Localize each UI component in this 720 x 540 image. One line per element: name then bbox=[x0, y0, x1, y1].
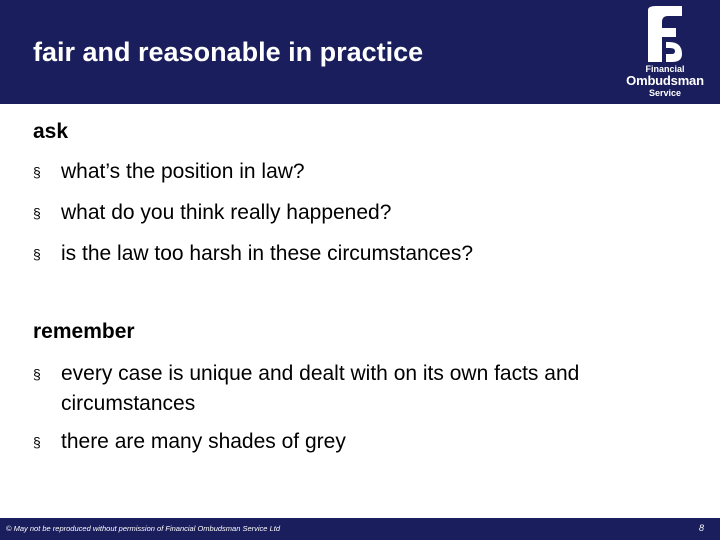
page-number: 8 bbox=[698, 523, 704, 533]
bullet-item bbox=[33, 239, 673, 269]
bullet-text: there are many shades of grey bbox=[61, 430, 346, 453]
footer-bar bbox=[0, 518, 720, 540]
bullet-icon: § bbox=[33, 164, 41, 180]
section-heading-remember: remember bbox=[33, 320, 135, 343]
bullet-icon: § bbox=[33, 246, 41, 262]
bullet-item bbox=[33, 157, 673, 187]
logo-text-financial: Financial bbox=[645, 64, 685, 74]
bullet-icon: § bbox=[33, 205, 41, 221]
bullet-text: is the law too harsh in these circumstances? bbox=[61, 242, 474, 265]
slide-title: fair and reasonable in practice bbox=[33, 37, 424, 67]
fos-logo-icon bbox=[648, 6, 682, 62]
bullet-item bbox=[33, 427, 673, 457]
bullet-text: what do you think really happened? bbox=[61, 201, 392, 224]
logo-text-service: Service bbox=[648, 88, 682, 98]
section-heading-ask: ask bbox=[33, 120, 69, 143]
header-bar bbox=[0, 0, 720, 104]
bullet-text: what’s the position in law? bbox=[61, 160, 305, 183]
bullet-item bbox=[33, 198, 673, 228]
fos-logo bbox=[618, 6, 712, 100]
bullet-text: every case is unique and dealt with on its own facts and circumstances bbox=[61, 362, 580, 415]
bullet-icon: § bbox=[33, 434, 41, 450]
bullet-icon: § bbox=[33, 366, 41, 382]
copyright-notice: © May not be reproduced without permission of Financial Ombudsman Service Ltd bbox=[6, 524, 280, 533]
logo-text-ombudsman: Ombudsman bbox=[626, 73, 704, 88]
bullet-item bbox=[33, 359, 673, 419]
